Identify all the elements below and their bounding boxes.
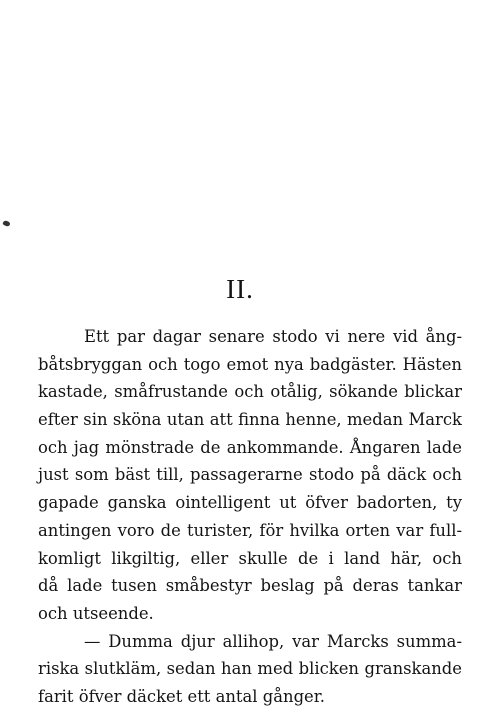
ink-speck	[2, 220, 10, 227]
text-line: farit öfver däcket ett antal gånger.	[38, 686, 326, 706]
body-text	[38, 323, 462, 711]
text-line: gapade ganska ointelligent ut öfver badorten, ty	[38, 493, 462, 513]
text-line: och utseende.	[38, 603, 154, 623]
text-line: — Dumma djur allihop, var Marcks summa-	[84, 631, 462, 651]
text-line: båtsbryggan och togo emot nya badgäster. Hästen	[38, 354, 462, 374]
text-line: kastade, småfrustande och otålig, sökande blickar	[38, 382, 462, 402]
text-line: Ett par dagar senare stodo vi nere vid ång-	[84, 327, 462, 346]
chapter-heading: II.	[226, 274, 254, 304]
text-line: just som bäst till, passagerarne stodo på däck och	[38, 465, 462, 485]
text-line: efter sin sköna utan att finna henne, medan Marck	[38, 410, 462, 430]
text-line: då lade tusen småbestyr beslag på deras tankar	[38, 576, 462, 596]
text-line: komligt likgiltig, eller skulle de i land här, och	[38, 548, 462, 568]
text-line: antingen voro de turister, för hvilka orten var full-	[38, 520, 462, 540]
text-line: riska slutkläm, sedan han med blicken granskande	[38, 659, 462, 679]
text-line: och jag mönstrade de ankommande. Ångaren lade	[38, 437, 462, 457]
